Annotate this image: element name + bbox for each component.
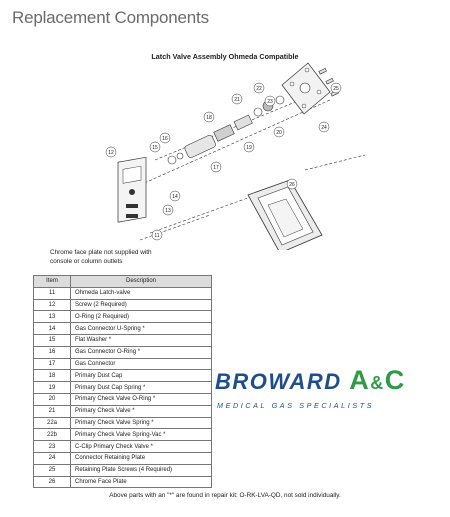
description-cell: C-Clip Primary Check Valve * xyxy=(71,441,212,453)
svg-text:20: 20 xyxy=(276,130,282,136)
item-number-cell: 22b xyxy=(34,429,71,441)
table-row xyxy=(34,299,212,311)
item-number-cell: 15 xyxy=(34,334,71,346)
table-row xyxy=(34,370,212,382)
svg-text:12: 12 xyxy=(108,150,114,156)
description-cell: Primary Check Valve Spring-Vac * xyxy=(71,429,212,441)
description-cell: Ohmeda Latch-valve xyxy=(71,287,212,299)
item-number-cell: 16 xyxy=(34,346,71,358)
chrome-face-plate xyxy=(248,180,322,250)
description-cell: Chrome Face Plate xyxy=(71,476,212,488)
column-header-item: Item xyxy=(34,276,71,288)
table-row xyxy=(34,417,212,429)
svg-text:24: 24 xyxy=(321,125,327,131)
svg-text:17: 17 xyxy=(213,165,219,171)
description-cell: Primary Check Valve * xyxy=(71,405,212,417)
table-header-row xyxy=(34,276,212,288)
repair-kit-footnote: Above parts with an "*" are found in repair kit: O-RK-LVA-QD, not sold individually. xyxy=(109,492,341,499)
item-number-cell: 23 xyxy=(34,441,71,453)
assembly-guide-lines xyxy=(140,88,365,240)
svg-text:18: 18 xyxy=(206,115,212,121)
svg-text:16: 16 xyxy=(162,136,168,142)
description-cell: O-Ring (2 Required) xyxy=(71,311,212,323)
diagram-title: Latch Valve Assembly Ohmeda Compatible xyxy=(151,52,299,61)
item-number-cell: 17 xyxy=(34,358,71,370)
item-number-cell: 13 xyxy=(34,311,71,323)
description-cell: Primary Dust Cap Spring * xyxy=(71,382,212,394)
table-row xyxy=(34,429,212,441)
item-number-cell: 24 xyxy=(34,452,71,464)
description-cell: Screw (2 Required) xyxy=(71,299,212,311)
column-header-description: Description xyxy=(71,276,212,288)
note-line-2: console or column outlets xyxy=(50,258,123,265)
svg-text:22: 22 xyxy=(256,86,262,92)
table-row xyxy=(34,287,212,299)
logo-tagline: MEDICAL GAS SPECIALISTS xyxy=(217,401,375,410)
valve-cartridge xyxy=(168,96,284,164)
svg-text:26: 26 xyxy=(289,182,295,188)
note-line-1: Chrome face plate not supplied with xyxy=(50,249,152,256)
description-cell: Retaining Plate Screws (4 Required) xyxy=(71,464,212,476)
svg-text:23: 23 xyxy=(267,99,273,105)
table-row xyxy=(34,464,212,476)
face-plate-note xyxy=(50,248,152,266)
item-number-cell: 19 xyxy=(34,382,71,394)
svg-text:15: 15 xyxy=(152,145,158,151)
description-cell: Gas Connector O-Ring * xyxy=(71,346,212,358)
item-number-cell: 14 xyxy=(34,323,71,335)
description-cell: Flat Washer * xyxy=(71,334,212,346)
description-cell: Primary Dust Cap xyxy=(71,370,212,382)
table-row xyxy=(34,346,212,358)
description-cell: Gas Connector U-Spring * xyxy=(71,323,212,335)
item-number-cell: 20 xyxy=(34,393,71,405)
svg-text:21: 21 xyxy=(234,97,240,103)
item-number-cell: 12 xyxy=(34,299,71,311)
item-number-cell: 18 xyxy=(34,370,71,382)
table-row xyxy=(34,382,212,394)
page-heading: Replacement Components xyxy=(12,8,209,27)
table-row xyxy=(34,334,212,346)
svg-text:13: 13 xyxy=(165,208,171,214)
svg-text:14: 14 xyxy=(172,194,178,200)
description-cell: Primary Check Valve O-Ring * xyxy=(71,393,212,405)
logo-mark-a: A xyxy=(349,365,371,395)
table-row xyxy=(34,441,212,453)
table-row xyxy=(34,405,212,417)
logo-mark-amp: & xyxy=(370,373,385,393)
svg-text:25: 25 xyxy=(333,86,339,92)
exploded-view-diagram xyxy=(0,0,450,250)
broward-ac-logo xyxy=(215,365,425,415)
item-number-cell: 11 xyxy=(34,287,71,299)
ohmeda-latch-valve xyxy=(118,157,146,222)
table-row xyxy=(34,323,212,335)
description-cell: Gas Connector xyxy=(71,358,212,370)
item-number-cell: 26 xyxy=(34,476,71,488)
logo-brand-text: BROWARD xyxy=(215,369,342,394)
table-row xyxy=(34,476,212,488)
svg-text:11: 11 xyxy=(154,233,160,239)
table-row xyxy=(34,393,212,405)
item-number-cell: 25 xyxy=(34,464,71,476)
svg-text:19: 19 xyxy=(246,145,252,151)
logo-wordmark xyxy=(215,365,406,396)
description-cell: Primary Check Valve Spring * xyxy=(71,417,212,429)
parts-table-body xyxy=(34,287,212,488)
item-number-cell: 22a xyxy=(34,417,71,429)
table-row xyxy=(34,358,212,370)
description-cell: Connector Retaining Plate xyxy=(71,452,212,464)
logo-mark-c: C xyxy=(384,365,406,395)
item-number-cell: 21 xyxy=(34,405,71,417)
table-row xyxy=(34,452,212,464)
table-row xyxy=(34,311,212,323)
parts-table xyxy=(33,275,212,488)
